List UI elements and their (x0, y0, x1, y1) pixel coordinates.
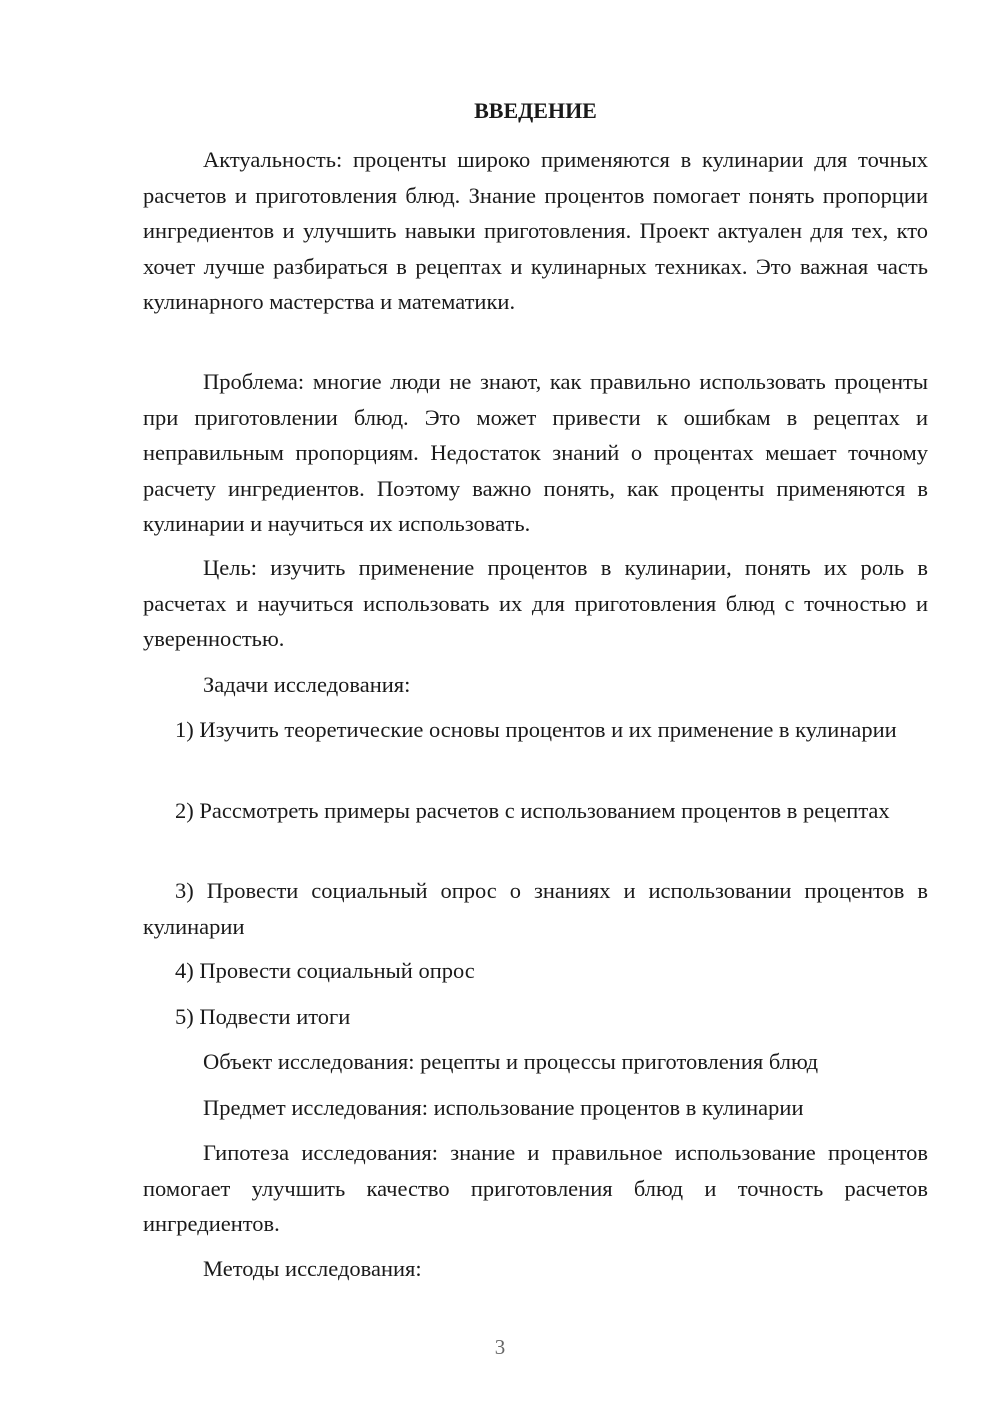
research-object: Объект исследования: рецепты и процессы приготовления блюд (203, 1049, 819, 1074)
task-item-1: 1) Изучить теоретические основы процентов и их применение в кулинарии (175, 717, 897, 742)
section-title: ВВЕДЕНИЕ (474, 98, 597, 123)
task-item-2: 2) Рассмотреть примеры расчетов с использованием процентов в рецептах (175, 798, 890, 823)
task-item-4: 4) Провести социальный опрос (175, 958, 475, 983)
tasks-heading: Задачи исследования: (203, 672, 411, 697)
problem-paragraph: Проблема: многие люди не знают, как правильно использовать проценты при приготовлении блюд. Это может привести к ошибкам в рецептах и неправильным пропорциям. Недостаток знаний о процентах мешает точному расчету ингредиентов. Поэтому важно понять, как проценты применяются в кулинарии и научиться их использовать. (143, 369, 928, 536)
goal-paragraph: Цель: изучить применение процентов в кулинарии, понять их роль в расчетах и научиться использовать их для приготовления блюд с точностью и уверенностью. (143, 555, 928, 651)
research-methods-heading: Методы исследования: (203, 1256, 422, 1281)
research-subject: Предмет исследования: использование процентов в кулинарии (203, 1095, 804, 1120)
page-number: 3 (494, 1335, 506, 1359)
task-item-5: 5) Подвести итоги (175, 1004, 351, 1029)
research-hypothesis: Гипотеза исследования: знание и правильное использование процентов помогает улучшить качество приготовления блюд и точность расчетов ингредиентов. (143, 1140, 928, 1236)
task-item-3: 3) Провести социальный опрос о знаниях и использовании процентов в кулинарии (143, 878, 928, 939)
relevance-paragraph: Актуальность: проценты широко применяются в кулинарии для точных расчетов и приготовления блюд. Знание процентов помогает понять пропорции ингредиентов и улучшить навыки приготовления. Проект актуален для тех, кто хочет лучше разбираться в рецептах и кулинарных техниках. Это важная часть кулинарного мастерства и математики. (143, 147, 928, 314)
